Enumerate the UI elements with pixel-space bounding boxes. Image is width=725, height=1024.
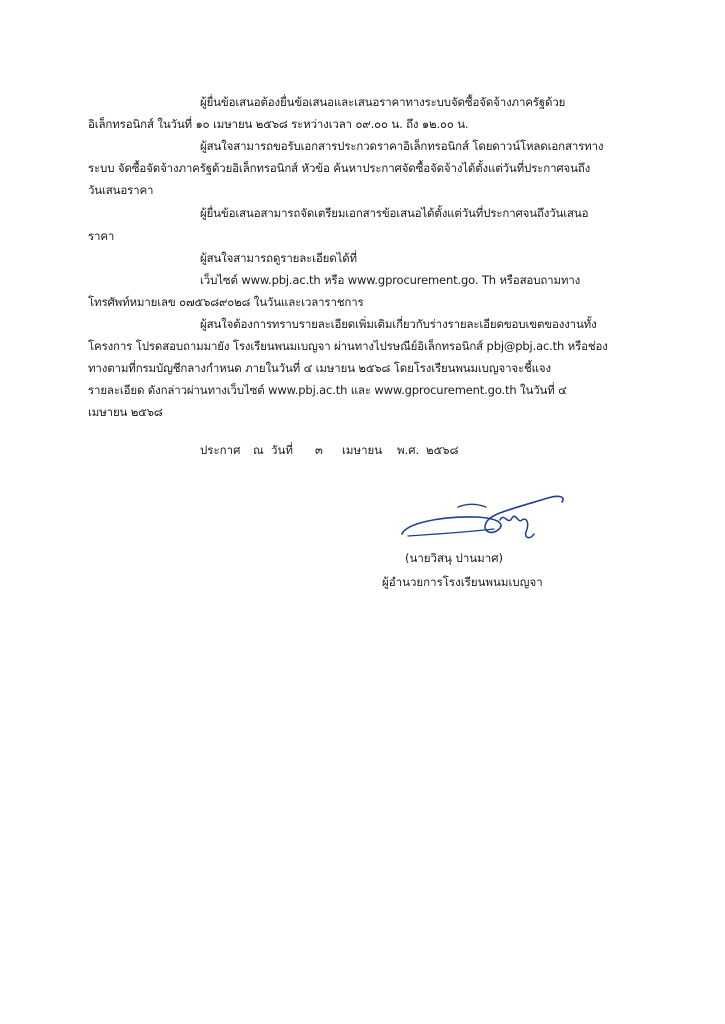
paragraph-1-line-2: อิเล็กทรอนิกส์ ในวันที่ ๑๐ เมษายน ๒๕๖๘ ระหว่างเวลา ๐๙.๐๐ น. ถึง ๑๒.๐๐ น.	[88, 117, 469, 131]
announcement-day-label: วันที่	[271, 443, 293, 457]
announcement-label: ประกาศ	[200, 443, 241, 457]
signature-image	[398, 490, 573, 552]
paragraph-1-line-1: ผู้ยื่นข้อเสนอต้องยื่นข้อเสนอและเสนอราคาทางระบบจัดซื้อจัดจ้างภาครัฐด้วย	[200, 95, 566, 109]
paragraph-3-line-1: ผู้ยื่นข้อเสนอสามารถจัดเตรียมเอกสารข้อเสนอได้ตั้งแต่วันที่ประกาศจนถึงวันเสนอ	[200, 206, 589, 220]
paragraph-2-line-2: ระบบ จัดซื้อจัดจ้างภาครัฐด้วยอิเล็กทรอนิกส์ หัวข้อ ค้นหาประกาศจัดซื้อจัดจ้างได้ตั้งแต่วันที่ประกาศจนถึง	[88, 161, 591, 175]
announcement-day: ๓	[315, 443, 323, 457]
announcement-month: เมษายน	[342, 443, 383, 457]
paragraph-5-line-4: รายละเอียด ดังกล่าวผ่านทางเว็บไซต์ www.pbj.ac.th และ www.gprocurement.go.th ในวันที่ ๔	[88, 383, 567, 397]
signatory-name: (นายวิสนุ ปานมาศ)	[405, 551, 503, 565]
announcement-era: พ.ศ.	[397, 443, 420, 457]
announcement-at: ณ	[253, 443, 264, 457]
announcement-year: ๒๕๖๘	[426, 443, 459, 457]
paragraph-5-line-3: ทางตามที่กรมบัญชีกลางกำหนด ภายในวันที่ ๔ เมษายน ๒๕๖๘ โดยโรงเรียนพนมเบญจาจะชี้แจง	[88, 361, 551, 375]
paragraph-4-line-3: โทรศัพท์หมายเลข ๐๗๕๖๘๙๐๒๘ ในวันและเวลาราชการ	[88, 295, 364, 309]
paragraph-2-line-3: วันเสนอราคา	[88, 183, 154, 197]
paragraph-4-line-2: เว็บไซต์ www.pbj.ac.th หรือ www.gprocurement.go. Th หรือสอบถามทาง	[200, 273, 581, 287]
paragraph-5-line-2: โครงการ โปรดสอบถามมายัง โรงเรียนพนมเบญจา ผ่านทางไปรษณีย์อิเล็กทรอนิกส์ pbj@pbj.ac.th หรือช่อง	[88, 339, 608, 353]
paragraph-5-line-5: เมษายน ๒๕๖๘	[88, 405, 163, 419]
paragraph-3-line-2: ราคา	[88, 229, 115, 243]
paragraph-2-line-1: ผู้สนใจสามารถขอรับเอกสารประกวดราคาอิเล็กทรอนิกส์ โดยดาวน์โหลดเอกสารทาง	[200, 139, 604, 153]
paragraph-4-line-1: ผู้สนใจสามารถดูรายละเอียดได้ที่	[200, 251, 357, 265]
signatory-position: ผู้อำนวยการโรงเรียนพนมเบญจา	[382, 575, 543, 589]
paragraph-5-line-1: ผู้สนใจต้องการทราบรายละเอียดเพิ่มเติมเกี่ยวกับร่างรายละเอียดขอบเขตของงานทั้ง	[200, 317, 597, 331]
